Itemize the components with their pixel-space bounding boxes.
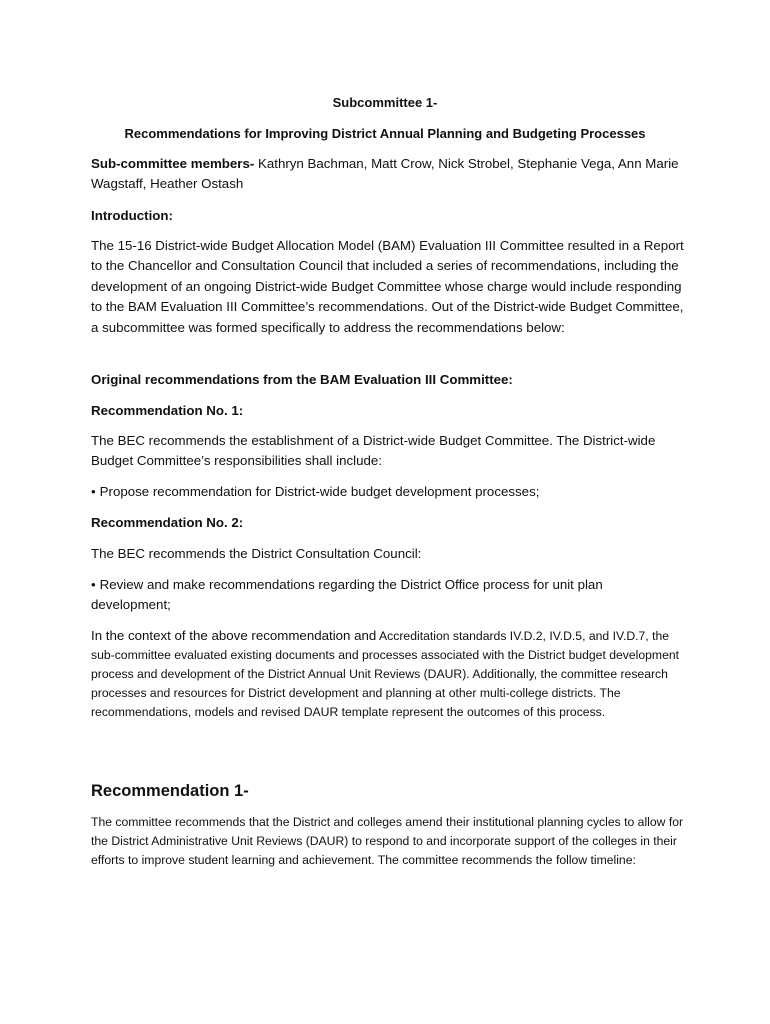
introduction-heading: Introduction: <box>91 208 173 223</box>
introduction-paragraph: The 15-16 District-wide Budget Allocation Model (BAM) Evaluation III Committee resulted in a Report to the Chancellor and Consultation Council that included a series of recommendations, including the development of an ongoing District-wide Budget Committee whose charge would include responding to the BAM Evaluation III Committee’s recommendations. Out of the District-wide Budget Committee, a subcommittee was formed specifically to address the recommendations below: <box>91 238 684 335</box>
recommendation-no1-paragraph: The BEC recommends the establishment of a District-wide Budget Committee. The District-wide Budget Committee’s responsibilities shall include: <box>91 433 656 469</box>
members-text: Kathryn Bachman, Matt Crow, Nick Strobel, Stephanie Vega, Ann Marie Wagstaff, Heather Ostash <box>91 156 679 192</box>
document-subtitle: Recommendations for Improving District Annual Planning and Budgeting Processes <box>124 126 646 141</box>
bullet-icon: • <box>91 484 96 499</box>
original-recommendations-heading: Original recommendations from the BAM Evaluation III Committee: <box>91 372 513 387</box>
recommendation1-heading: Recommendation 1- <box>91 782 249 800</box>
members-paragraph <box>91 154 686 195</box>
recommendation-no2-heading: Recommendation No. 2: <box>91 515 244 530</box>
context-lead: In the context of the above recommendation and <box>91 628 377 643</box>
recommendation-no2-bullet <box>91 575 686 616</box>
bullet-icon: • <box>91 577 96 592</box>
context-paragraph <box>91 626 686 722</box>
context-text: Accreditation standards IV.D.2, IV.D.5, and IV.D.7, the sub-committee evaluated existing documents and processes associated with the District budget development process and development of the District Annual Unit Reviews (DAUR). Additionally, the committee research processes and resources for District development and planning at other multi-college districts. The recommendations, models and revised DAUR template represent the outcomes of this process. <box>91 629 680 719</box>
recommendation-no1-bullet <box>91 482 686 502</box>
recommendation-no1-heading: Recommendation No. 1: <box>91 403 244 418</box>
recommendation1-paragraph: The committee recommends that the District and colleges amend their institutional planning cycles to allow for the District Administrative Unit Reviews (DAUR) to respond to and incorporate support of the colleges in their efforts to improve student learning and achievement. The committee recommends the follow timeline: <box>91 815 684 867</box>
recommendation-no2-paragraph: The BEC recommends the District Consultation Council: <box>91 546 422 561</box>
bullet-text: Review and make recommendations regarding the District Office process for unit plan development; <box>91 577 603 613</box>
document-title: Subcommittee 1- <box>332 95 438 110</box>
members-label: Sub-committee members- <box>91 156 255 171</box>
bullet-text: Propose recommendation for District-wide budget development processes; <box>99 484 540 499</box>
